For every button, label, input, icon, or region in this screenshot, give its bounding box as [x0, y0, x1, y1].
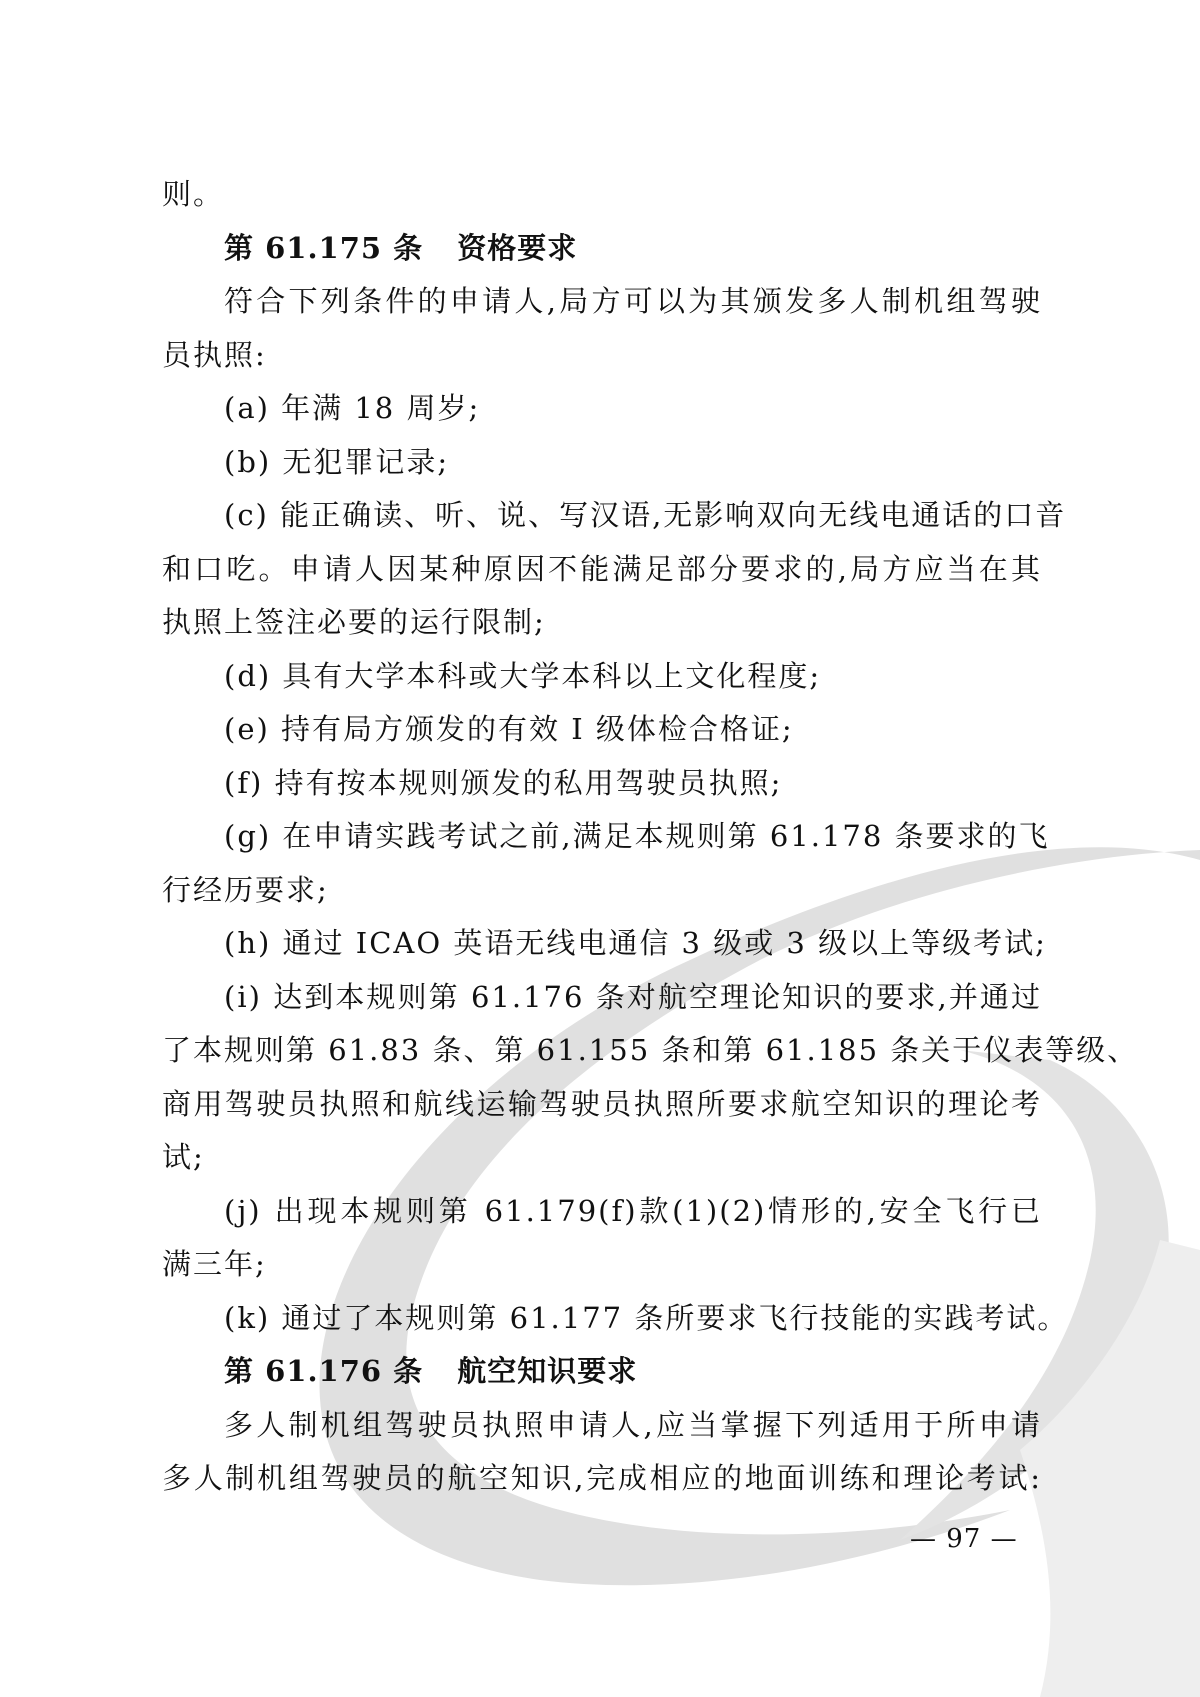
list-item-a: (a) 年满 18 周岁;: [224, 391, 481, 425]
paragraph-line: 多人制机组驾驶员的航空知识,完成相应的地面训练和理论考试:: [162, 1461, 1042, 1495]
paragraph-line: 商用驾驶员执照和航线运输驾驶员执照所要求航空知识的理论考: [162, 1086, 1042, 1121]
paragraph-line: 执照上签注必要的运行限制;: [162, 605, 546, 639]
article-heading-61-175: [162, 230, 1042, 265]
list-item-h: (h) 通过 ICAO 英语无线电通信 3 级或 3 级以上等级考试;: [224, 926, 1047, 960]
article-title: 资格要求: [457, 230, 578, 265]
list-item-d: (d) 具有大学本科或大学本科以上文化程度;: [224, 658, 822, 693]
paragraph-line: 试;: [162, 1140, 205, 1174]
list-item-e: (e) 持有局方颁发的有效 Ⅰ 级体检合格证;: [224, 712, 794, 746]
list-item-j: (j) 出现本规则第 61.179(f)款(1)(2)情形的,安全飞行已: [224, 1193, 1042, 1228]
paragraph-line: 员执照:: [162, 337, 267, 372]
paragraph-line: 符合下列条件的申请人,局方可以为其颁发多人制机组驾驶: [224, 284, 1042, 318]
paragraph-line: 多人制机组驾驶员执照申请人,应当掌握下列适用于所申请: [224, 1407, 1042, 1442]
list-item-c: (c) 能正确读、听、说、写汉语,无影响双向无线电通话的口音: [224, 498, 1067, 532]
document-body: [162, 177, 1139, 1518]
article-number: 第 61.176 条: [224, 1354, 424, 1388]
list-item-g: (g) 在申请实践考试之前,满足本规则第 61.178 条要求的飞: [224, 819, 1050, 853]
paragraph-line: 满三年;: [162, 1247, 267, 1281]
article-heading-61-176: [162, 1354, 1042, 1388]
page-number: — 97 —: [910, 1524, 1018, 1554]
list-item-b: (b) 无犯罪记录;: [224, 444, 450, 479]
list-item-k: (k) 通过了本规则第 61.177 条所要求飞行技能的实践考试。: [224, 1300, 1069, 1335]
list-item-i: (i) 达到本规则第 61.176 条对航空理论知识的要求,并通过: [224, 979, 1042, 1014]
article-title: 航空知识要求: [457, 1354, 638, 1388]
paragraph-line: 则。: [162, 177, 225, 211]
paragraph-line: 行经历要求;: [162, 872, 329, 907]
paragraph-line: 和口吃。申请人因某种原因不能满足部分要求的,局方应当在其: [162, 551, 1042, 586]
paragraph-line: 了本规则第 61.83 条、第 61.155 条和第 61.185 条关于仪表等级、: [162, 1033, 1139, 1067]
list-item-f: (f) 持有按本规则颁发的私用驾驶员执照;: [224, 765, 783, 800]
article-number: 第 61.175 条: [224, 230, 424, 265]
